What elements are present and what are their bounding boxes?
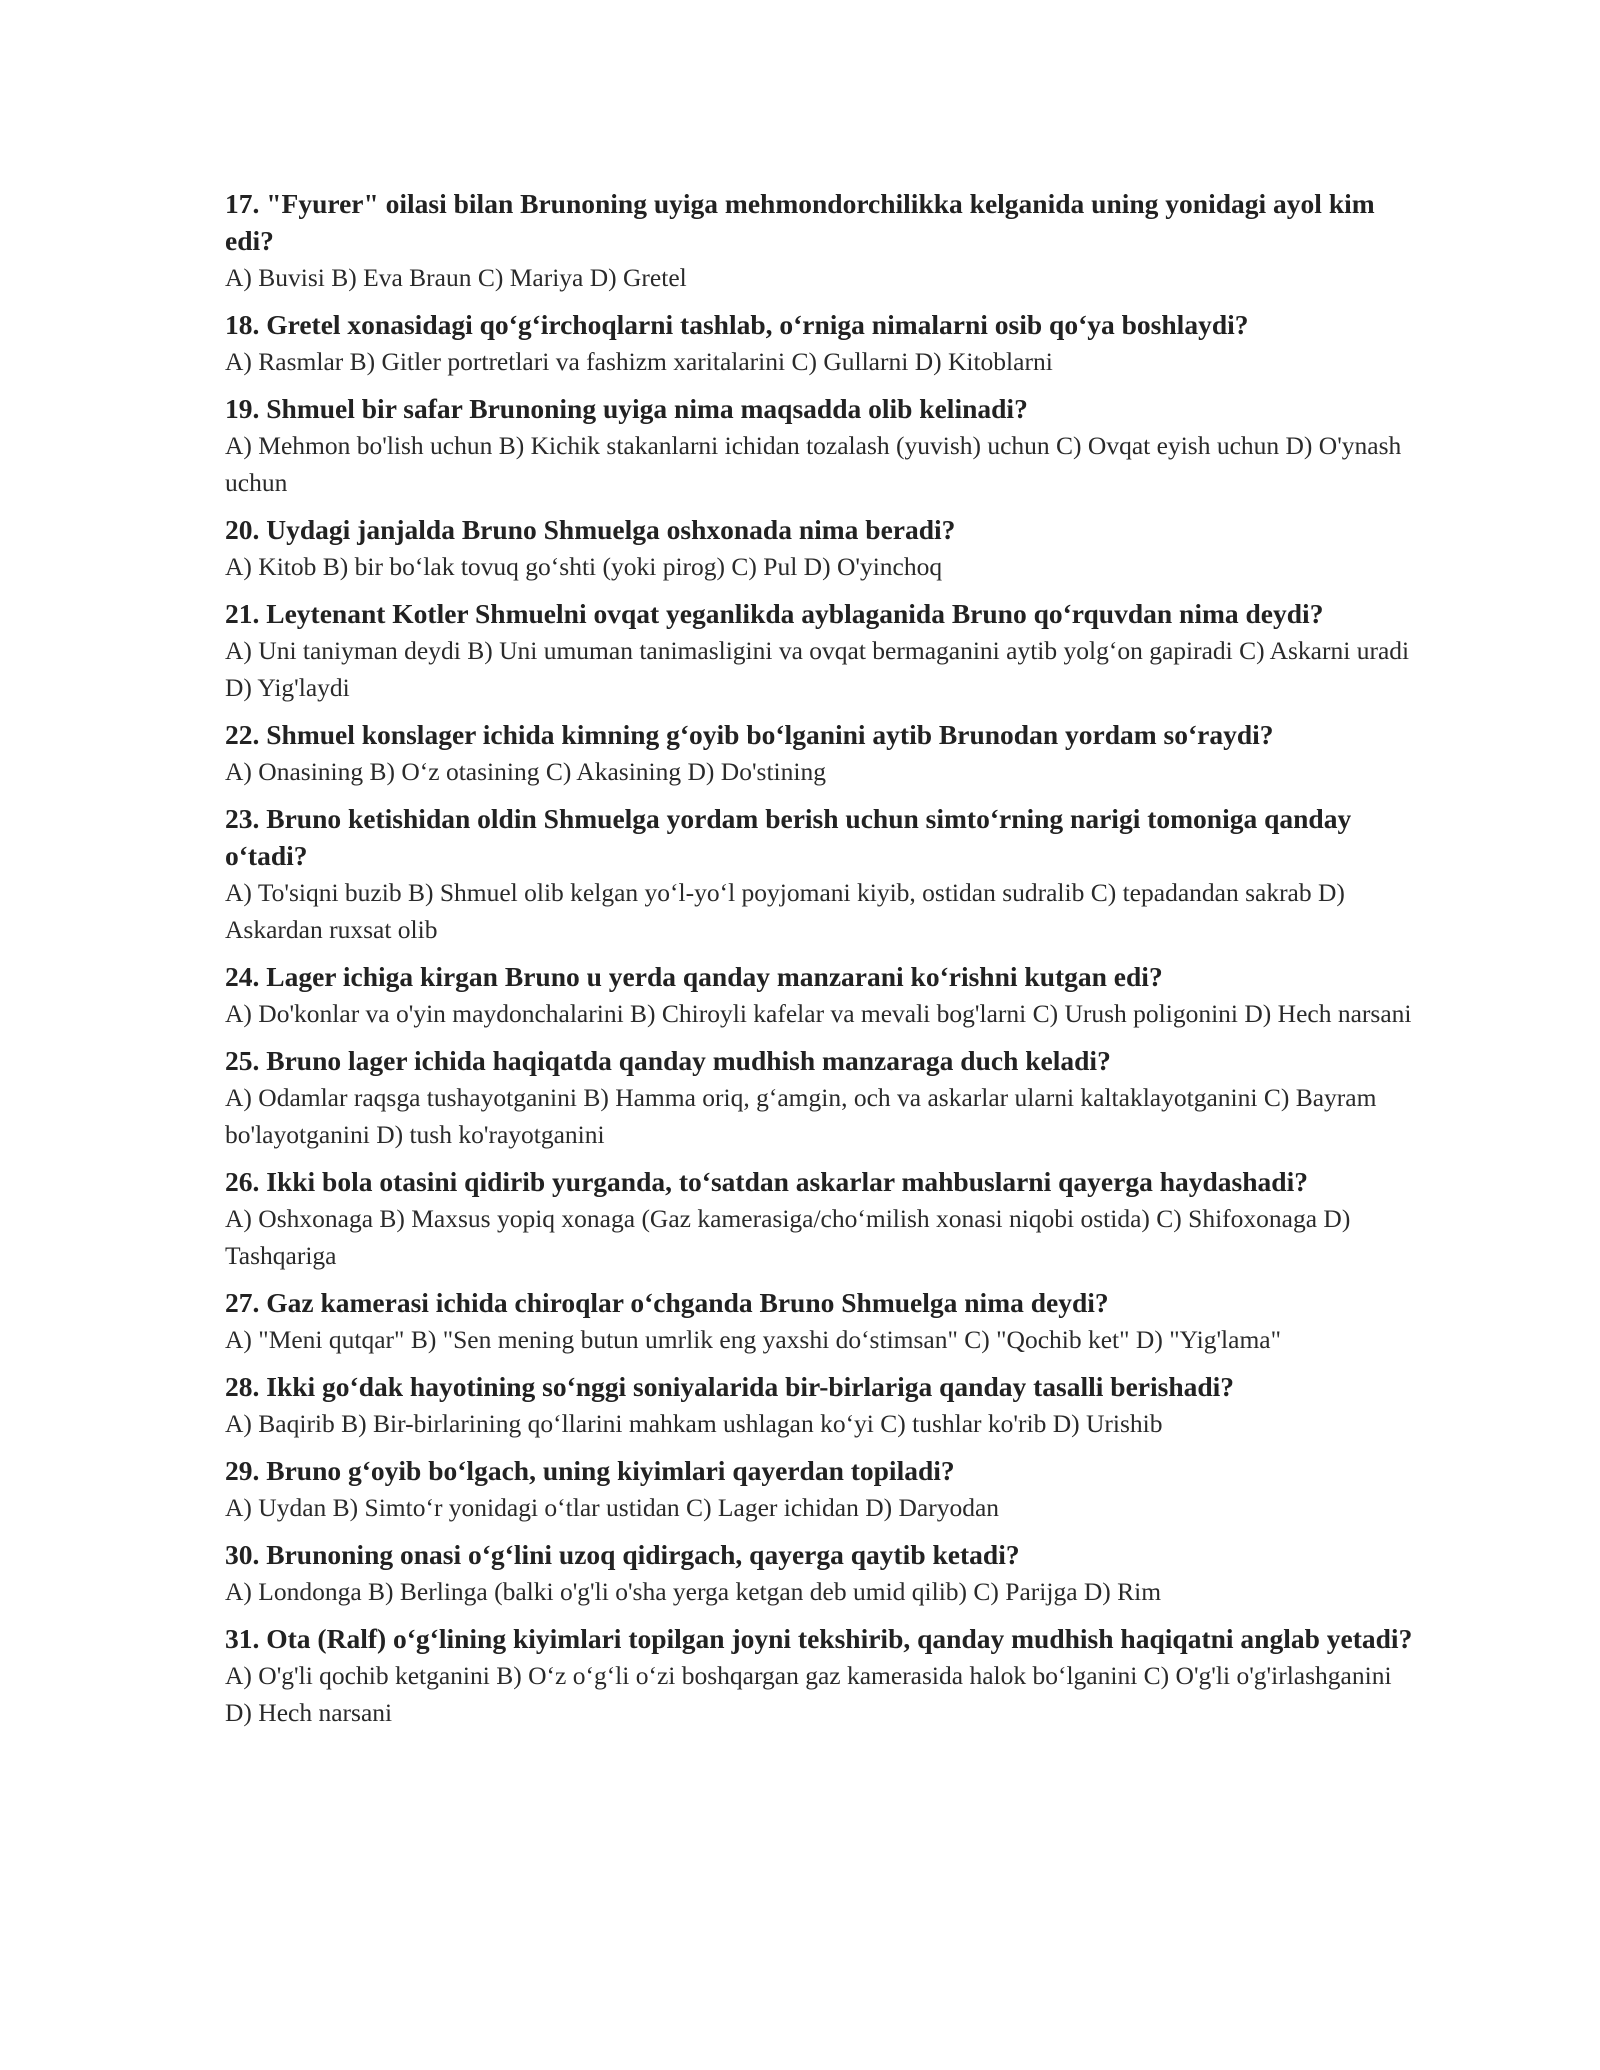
answer-options: A) Odamlar raqsga tushayotganini B) Hamma oriq, g‘amgin, och va askarlar ularni kaltaklayotganini C) Bayram bo'layotganini D) tush ko'rayotganini xyxy=(225,1083,1377,1149)
question-text: 20. Uydagi janjalda Bruno Shmuelga oshxonada nima beradi? xyxy=(225,514,956,545)
question-text: 26. Ikki bola otasini qidirib yurganda, to‘satdan askarlar mahbuslarni qayerga haydashadi? xyxy=(225,1166,1308,1197)
question-text: 25. Bruno lager ichida haqiqatda qanday mudhish manzaraga duch keladi? xyxy=(225,1045,1111,1076)
answer-options: A) "Meni qutqar" B) "Sen mening butun umrlik eng yaxshi do‘stimsan" C) "Qochib ket" D) "Yig'lama" xyxy=(225,1325,1282,1354)
answer-options: A) Uni taniyman deydi B) Uni umuman tanimasligini va ovqat bermaganini aytib yolg‘on gapiradi C) Askarni uradi D) Yig'laydi xyxy=(225,636,1410,702)
question-block-28 xyxy=(225,1368,1415,1442)
answer-options: A) Londonga B) Berlinga (balki o'g'li o'sha yerga ketgan deb umid qilib) C) Parijga D) Rim xyxy=(225,1577,1162,1606)
question-block-31 xyxy=(225,1620,1415,1731)
question-block-17 xyxy=(225,185,1415,296)
question-block-24 xyxy=(225,958,1415,1032)
question-block-18 xyxy=(225,306,1415,380)
answer-options: A) To'siqni buzib B) Shmuel olib kelgan yo‘l-yo‘l poyjomani kiyib, ostidan sudralib C) tepadandan sakrab D) Askardan ruxsat olib xyxy=(225,878,1345,944)
question-text: 17. "Fyurer" oilasi bilan Brunoning uyiga mehmondorchilikka kelganida uning yonidagi ayol kim edi? xyxy=(225,188,1375,256)
question-block-23 xyxy=(225,800,1415,948)
question-text: 24. Lager ichiga kirgan Bruno u yerda qanday manzarani ko‘rishni kutgan edi? xyxy=(225,961,1163,992)
question-text: 21. Leytenant Kotler Shmuelni ovqat yeganlikda ayblaganida Bruno qo‘rquvdan nima deydi? xyxy=(225,598,1324,629)
answer-options: A) Oshxonaga B) Maxsus yopiq xonaga (Gaz kamerasiga/cho‘milish xonasi niqobi ostida) C) Shifoxonaga D) Tashqariga xyxy=(225,1204,1351,1270)
document-page xyxy=(225,185,1415,1741)
question-text: 29. Bruno g‘oyib bo‘lgach, uning kiyimlari qayerdan topiladi? xyxy=(225,1455,955,1486)
answer-options: A) Baqirib B) Bir-birlarining qo‘llarini mahkam ushlagan ko‘yi C) tushlar ko'rib D) Urishib xyxy=(225,1409,1163,1438)
question-text: 23. Bruno ketishidan oldin Shmuelga yordam berish uchun simto‘rning narigi tomoniga qanday o‘tadi? xyxy=(225,803,1352,871)
answer-options: A) Kitob B) bir bo‘lak tovuq go‘shti (yoki pirog) C) Pul D) O'yinchoq xyxy=(225,552,943,581)
question-block-22 xyxy=(225,716,1415,790)
question-text: 18. Gretel xonasidagi qo‘g‘irchoqlarni tashlab, o‘rniga nimalarni osib qo‘ya boshlaydi? xyxy=(225,309,1249,340)
question-block-29 xyxy=(225,1452,1415,1526)
question-text: 28. Ikki go‘dak hayotining so‘nggi soniyalarida bir-birlariga qanday tasalli berishadi? xyxy=(225,1371,1235,1402)
answer-options: A) Buvisi B) Eva Braun C) Mariya D) Gretel xyxy=(225,263,687,292)
answer-options: A) Rasmlar B) Gitler portretlari va fashizm xaritalarini C) Gullarni D) Kitoblarni xyxy=(225,347,1053,376)
answer-options: A) Mehmon bo'lish uchun B) Kichik stakanlarni ichidan tozalash (yuvish) uchun C) Ovqat eyish uchun D) O'ynash uchun xyxy=(225,431,1402,497)
question-block-27 xyxy=(225,1284,1415,1358)
question-block-20 xyxy=(225,511,1415,585)
question-text: 31. Ota (Ralf) o‘g‘lining kiyimlari topilgan joyni tekshirib, qanday mudhish haqiqatni anglab yetadi? xyxy=(225,1623,1413,1654)
answer-options: A) Onasining B) O‘z otasining C) Akasining D) Do'stining xyxy=(225,757,826,786)
question-block-19 xyxy=(225,390,1415,501)
question-text: 27. Gaz kamerasi ichida chiroqlar o‘chganda Bruno Shmuelga nima deydi? xyxy=(225,1287,1109,1318)
answer-options: A) Do'konlar va o'yin maydonchalarini B) Chiroyli kafelar va mevali bog'larni C) Urush poligonini D) Hech narsani xyxy=(225,999,1412,1028)
question-block-21 xyxy=(225,595,1415,706)
question-block-25 xyxy=(225,1042,1415,1153)
question-block-26 xyxy=(225,1163,1415,1274)
question-text: 22. Shmuel konslager ichida kimning g‘oyib bo‘lganini aytib Brunodan yordam so‘raydi? xyxy=(225,719,1274,750)
question-text: 19. Shmuel bir safar Brunoning uyiga nima maqsadda olib kelinadi? xyxy=(225,393,1028,424)
answer-options: A) Uydan B) Simto‘r yonidagi o‘tlar ustidan C) Lager ichidan D) Daryodan xyxy=(225,1493,1000,1522)
answer-options: A) O'g'li qochib ketganini B) O‘z o‘g‘li o‘zi boshqargan gaz kamerasida halok bo‘lganini C) O'g'li o'g'irlashganini D) Hech narsani xyxy=(225,1661,1392,1727)
question-block-30 xyxy=(225,1536,1415,1610)
question-text: 30. Brunoning onasi o‘g‘lini uzoq qidirgach, qayerga qaytib ketadi? xyxy=(225,1539,1020,1570)
